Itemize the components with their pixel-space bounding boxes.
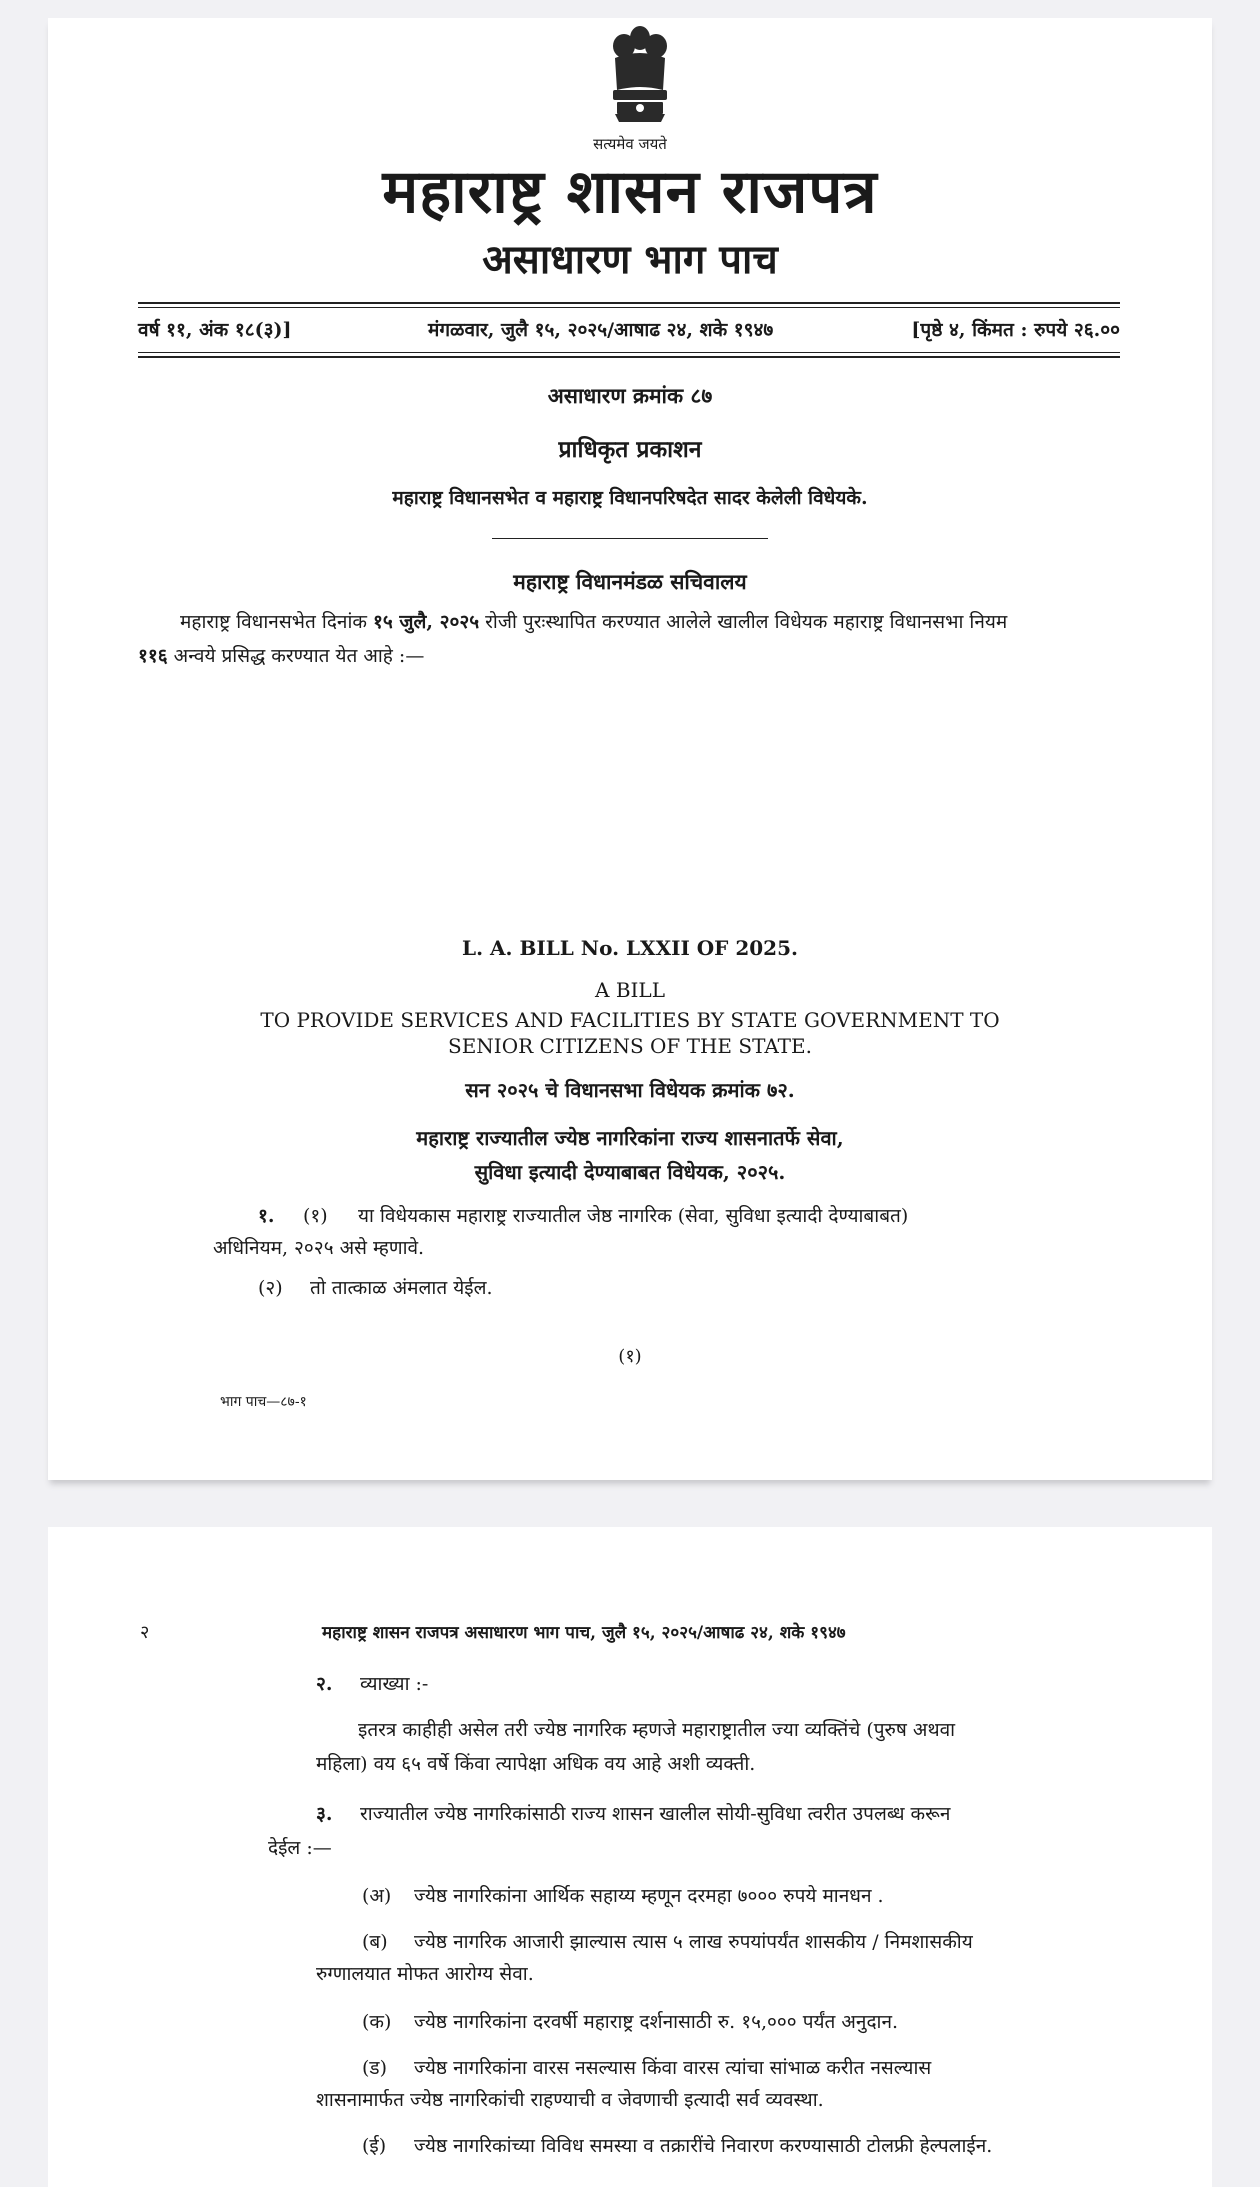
issue-volume: वर्ष ११, अंक १८(३)] bbox=[138, 319, 292, 341]
masthead-rule-top bbox=[138, 302, 1120, 304]
page-number: २ bbox=[140, 1622, 150, 1643]
intro-rule-number: ११६ bbox=[138, 645, 168, 667]
bill-title-mr-line1: महाराष्ट्र राज्यातील ज्येष्ठ नागरिकांना राज्य शासनातर्फे सेवा, bbox=[416, 1126, 844, 1150]
section1-number: १. bbox=[258, 1205, 275, 1227]
item-b-label: (ब) bbox=[362, 1931, 388, 1953]
item-e-label: (ई) bbox=[362, 2135, 387, 2157]
gazette-page-2 bbox=[48, 1527, 1212, 2187]
item-a-label: (अ) bbox=[362, 1885, 392, 1907]
intro-paragraph-line1: महाराष्ट्र विधानसभेत दिनांक १५ जुलै, २०२५ रोजी पुरःस्थापित करण्यात आलेले खालील विधेयक महाराष्ट्र विधानसभा नियम bbox=[180, 611, 1008, 633]
item-d-line2: शासनामार्फत ज्येष्ठ नागरिकांची राहण्याची व जेवणाची इत्यादी सर्व व्यवस्था. bbox=[316, 2089, 824, 2111]
issue-date: मंगळवार, जुलै १५, २०२५/आषाढ २४, शके १९४७ bbox=[428, 319, 774, 341]
bill-title-mr-line2: सुविधा इत्यादी देण्याबाबत विधेयक, २०२५. bbox=[474, 1160, 786, 1184]
bill-purpose-line2: SENIOR CITIZENS OF THE STATE. bbox=[448, 1034, 812, 1058]
section1-clause2-text: तो तात्काळ अंमलात येईल. bbox=[310, 1277, 493, 1299]
gazette-page-1 bbox=[48, 18, 1212, 1480]
bills-heading: महाराष्ट्र विधानसभेत व महाराष्ट्र विधानपरिषदेत सादर केलेली विधेयके. bbox=[392, 487, 868, 509]
section2-line1: इतरत्र काहीही असेल तरी ज्येष्ठ नागरिक म्हणजे महाराष्ट्रातील ज्या व्यक्तिंचे (पुरुष अथवा bbox=[358, 1719, 956, 1741]
masthead-rule-bottom bbox=[138, 356, 1120, 358]
item-d-line1: ज्येष्ठ नागरिकांना वारस नसल्यास किंवा वारस त्यांचा सांभाळ करीत नसल्यास bbox=[414, 2057, 932, 2079]
section2-heading: व्याख्या :- bbox=[360, 1673, 429, 1695]
section-divider bbox=[492, 538, 768, 539]
bill-number-mr: सन २०२५ चे विधानसभा विधेयक क्रमांक ७२. bbox=[465, 1078, 795, 1102]
bill-number-en: L. A. BILL No. LXXII OF 2025. bbox=[462, 936, 798, 960]
section1-clause1-line1: या विधेयकास महाराष्ट्र राज्यातील जेष्ठ नागरिक (सेवा, सुविधा इत्यादी देण्याबाबत) bbox=[358, 1205, 909, 1227]
section3-line2: देईल :— bbox=[268, 1837, 332, 1859]
item-d-label: (ड) bbox=[362, 2057, 387, 2079]
section1-clause1-label: (१) bbox=[303, 1205, 328, 1227]
section1-clause1-line2: अधिनियम, २०२५ असे म्हणावे. bbox=[213, 1237, 425, 1259]
a-bill-label: A BILL bbox=[595, 978, 665, 1002]
gazette-title: महाराष्ट्र शासन राजपत्र bbox=[382, 157, 878, 227]
bill-purpose-line1: TO PROVIDE SERVICES AND FACILITIES BY STATE GOVERNMENT TO bbox=[260, 1008, 1000, 1032]
footer-code: भाग पाच—८७-१ bbox=[220, 1394, 307, 1410]
item-a-text: ज्येष्ठ नागरिकांना आर्थिक सहाय्य म्हणून दरमहा ७००० रुपये मानधन . bbox=[414, 1885, 884, 1907]
item-e-text: ज्येष्ठ नागरिकांच्या विविध समस्या व तक्रारींचे निवारण करण्यासाठी टोलफ्री हेल्पलाईन. bbox=[414, 2135, 993, 2157]
section1-clause2-label: (२) bbox=[258, 1277, 283, 1299]
masthead-rule-top-thin bbox=[138, 307, 1120, 308]
item-b-line1: ज्येष्ठ नागरिक आजारी झाल्यास त्यास ५ लाख रुपयांपर्यंत शासकीय / निमशासकीय bbox=[414, 1931, 973, 1953]
section3-line1: राज्यातील ज्येष्ठ नागरिकांसाठी राज्य शासन खालील सोयी-सुविधा त्वरीत उपलब्ध करून bbox=[360, 1803, 951, 1825]
authorized-publication: प्राधिकृत प्रकाशन bbox=[558, 436, 702, 463]
section3-number: ३. bbox=[316, 1803, 333, 1825]
issue-pages-price: [पृष्ठे ४, किंमत : रुपये २६.०० bbox=[911, 319, 1120, 341]
gazette-subtitle: असाधारण भाग पाच bbox=[482, 236, 778, 283]
emblem-motto: सत्यमेव जयते bbox=[593, 135, 667, 153]
page-number: (१) bbox=[618, 1346, 642, 1367]
secretariat-heading: महाराष्ट्र विधानमंडळ सचिवालय bbox=[513, 569, 747, 594]
section2-number: २. bbox=[316, 1673, 333, 1695]
extraordinary-number: असाधारण क्रमांक ८७ bbox=[547, 383, 713, 408]
intro-date: १५ जुलै, २०२५ bbox=[373, 611, 480, 633]
intro-paragraph-line2: ११६ अन्वये प्रसिद्ध करण्यात येत आहे :— bbox=[138, 645, 425, 667]
item-c-label: (क) bbox=[362, 2011, 392, 2033]
running-header: महाराष्ट्र शासन राजपत्र असाधारण भाग पाच, जुलै १५, २०२५/आषाढ २४, शके १९४७ bbox=[322, 1623, 846, 1643]
ashoka-emblem-icon bbox=[595, 18, 685, 136]
section2-line2: महिला) वय ६५ वर्षे किंवा त्यापेक्षा अधिक वय आहे अशी व्यक्ती. bbox=[316, 1753, 756, 1775]
item-b-line2: रुग्णालयात मोफत आरोग्य सेवा. bbox=[316, 1963, 534, 1985]
masthead-rule-bottom-thin bbox=[138, 352, 1120, 353]
item-c-text: ज्येष्ठ नागरिकांना दरवर्षी महाराष्ट्र दर्शनासाठी रु. १५,००० पर्यंत अनुदान. bbox=[414, 2011, 899, 2033]
